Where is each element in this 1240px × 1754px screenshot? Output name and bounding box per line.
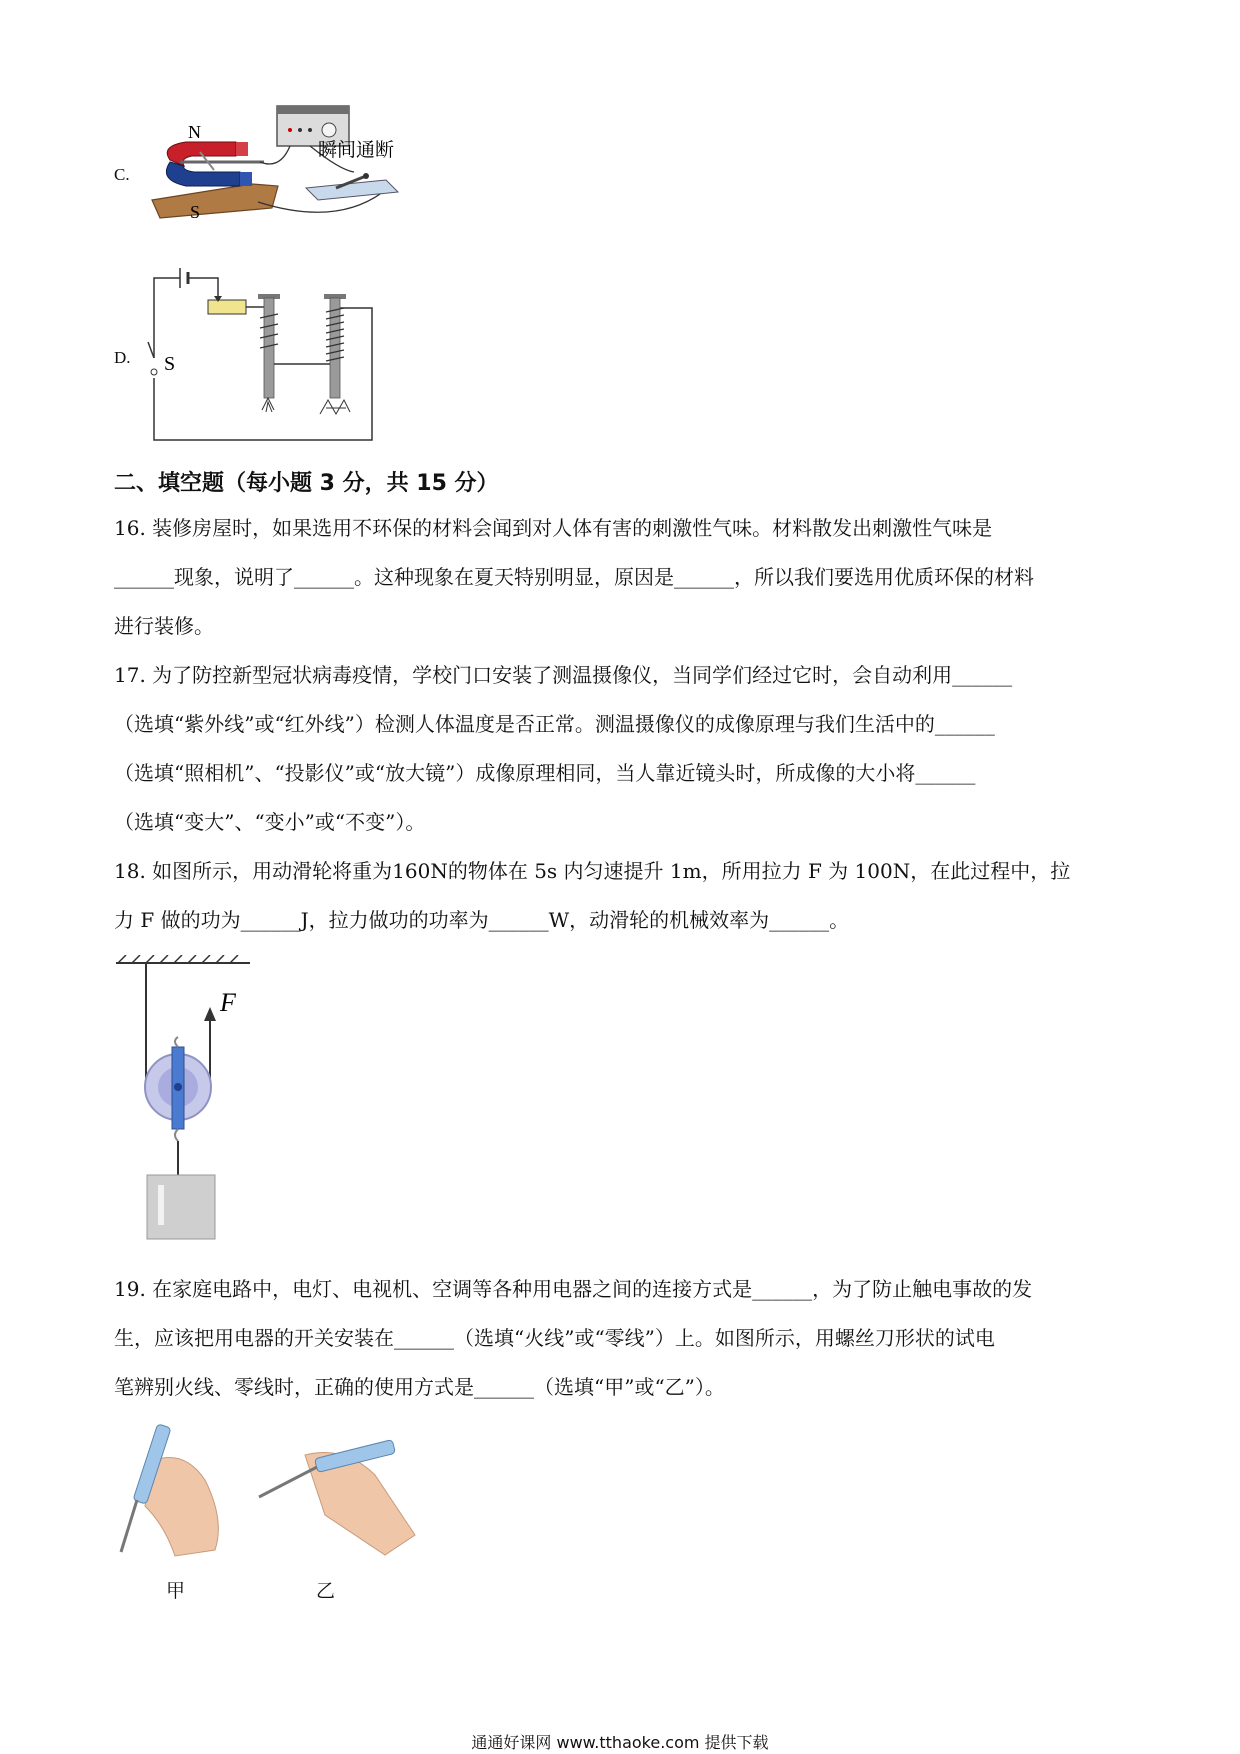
test-pen-jia-figure <box>115 1420 235 1560</box>
circuit-wire <box>188 278 218 296</box>
weight-box-icon <box>147 1175 215 1239</box>
q19-line-2: 生，应该把用电器的开关安装在______（选填“火线”或“零线”）上。如图所示，用螺丝刀形状的试电 <box>114 1326 995 1350</box>
force-label: F <box>220 988 236 1017</box>
q16-line-3: 进行装修。 <box>114 614 214 638</box>
pulley-figure <box>110 955 260 1255</box>
q16-line-2: ______现象，说明了______。这种现象在夏天特别明显，原因是______，所以我们要选用优质环保的材料 <box>114 565 1034 589</box>
q19-line-3: 笔辨别火线、零线时，正确的使用方式是______（选填“甲”或“乙”）。 <box>114 1375 725 1399</box>
electromagnet-left-icon <box>258 294 280 412</box>
section-heading: 二、填空题（每小题 3 分，共 15 分） <box>114 471 499 496</box>
q16-line-1: 16. 装修房屋时，如果选用不环保的材料会闻到对人体有害的刺激性气味。材料散发出刺激性气味是 <box>114 516 993 540</box>
q17-line-4: （选填“变大”、“变小”或“不变”）。 <box>114 810 426 834</box>
page-footer: 通通好课网 www.tthaoke.com 提供下载 <box>471 1733 769 1752</box>
test-pen-yi-figure <box>255 1435 425 1565</box>
pole-n-label: N <box>188 122 201 142</box>
pole-s-label: S <box>190 202 201 222</box>
option-d-label: D. <box>114 348 131 367</box>
pulley-wheel-icon <box>145 1037 211 1141</box>
switch-icon <box>148 340 157 375</box>
option-d-figure <box>140 268 380 448</box>
force-arrow-icon <box>204 1007 216 1021</box>
q17-line-2: （选填“紫外线”或“红外线”）检测人体温度是否正常。测温摄像仪的成像原理与我们生活中的______ <box>114 712 995 736</box>
option-c-label: C. <box>114 165 130 184</box>
circuit-wire <box>154 278 180 340</box>
electromagnet-right-icon <box>320 294 350 414</box>
battery-icon <box>180 268 188 288</box>
q17-line-3: （选填“照相机”、“投影仪”或“放大镜”）成像原理相同，当人靠近镜头时，所成像的大小将______ <box>114 761 976 785</box>
q19-line-1: 19. 在家庭电路中，电灯、电视机、空调等各种用电器之间的连接方式是______，为了防止触电事故的发 <box>114 1277 1033 1301</box>
wood-base <box>152 184 278 218</box>
fig-label-jia: 甲 <box>166 1580 186 1602</box>
q17-line-1: 17. 为了防控新型冠状病毒疫情，学校门口安装了测温摄像仪，当同学们经过它时，会自动利用______ <box>114 663 1013 687</box>
switch-s-label: S <box>164 353 176 375</box>
wire <box>260 146 290 164</box>
option-c-figure <box>140 100 440 250</box>
horseshoe-magnet-icon <box>166 142 264 186</box>
q18-line-2: 力 F 做的功为______J，拉力做功的功率为______W，动滑轮的机械效率为______。 <box>114 908 850 932</box>
switch-caption: 瞬间通断 <box>318 140 395 161</box>
rheostat-icon <box>208 296 246 314</box>
knife-switch-icon <box>306 173 398 200</box>
ceiling-icon <box>116 955 250 963</box>
fig-label-yi: 乙 <box>316 1580 336 1602</box>
q18-line-1: 18. 如图所示，用动滑轮将重为160N的物体在 5s 内匀速提升 1m，所用拉力 F 为 100N，在此过程中，拉 <box>114 859 1071 883</box>
